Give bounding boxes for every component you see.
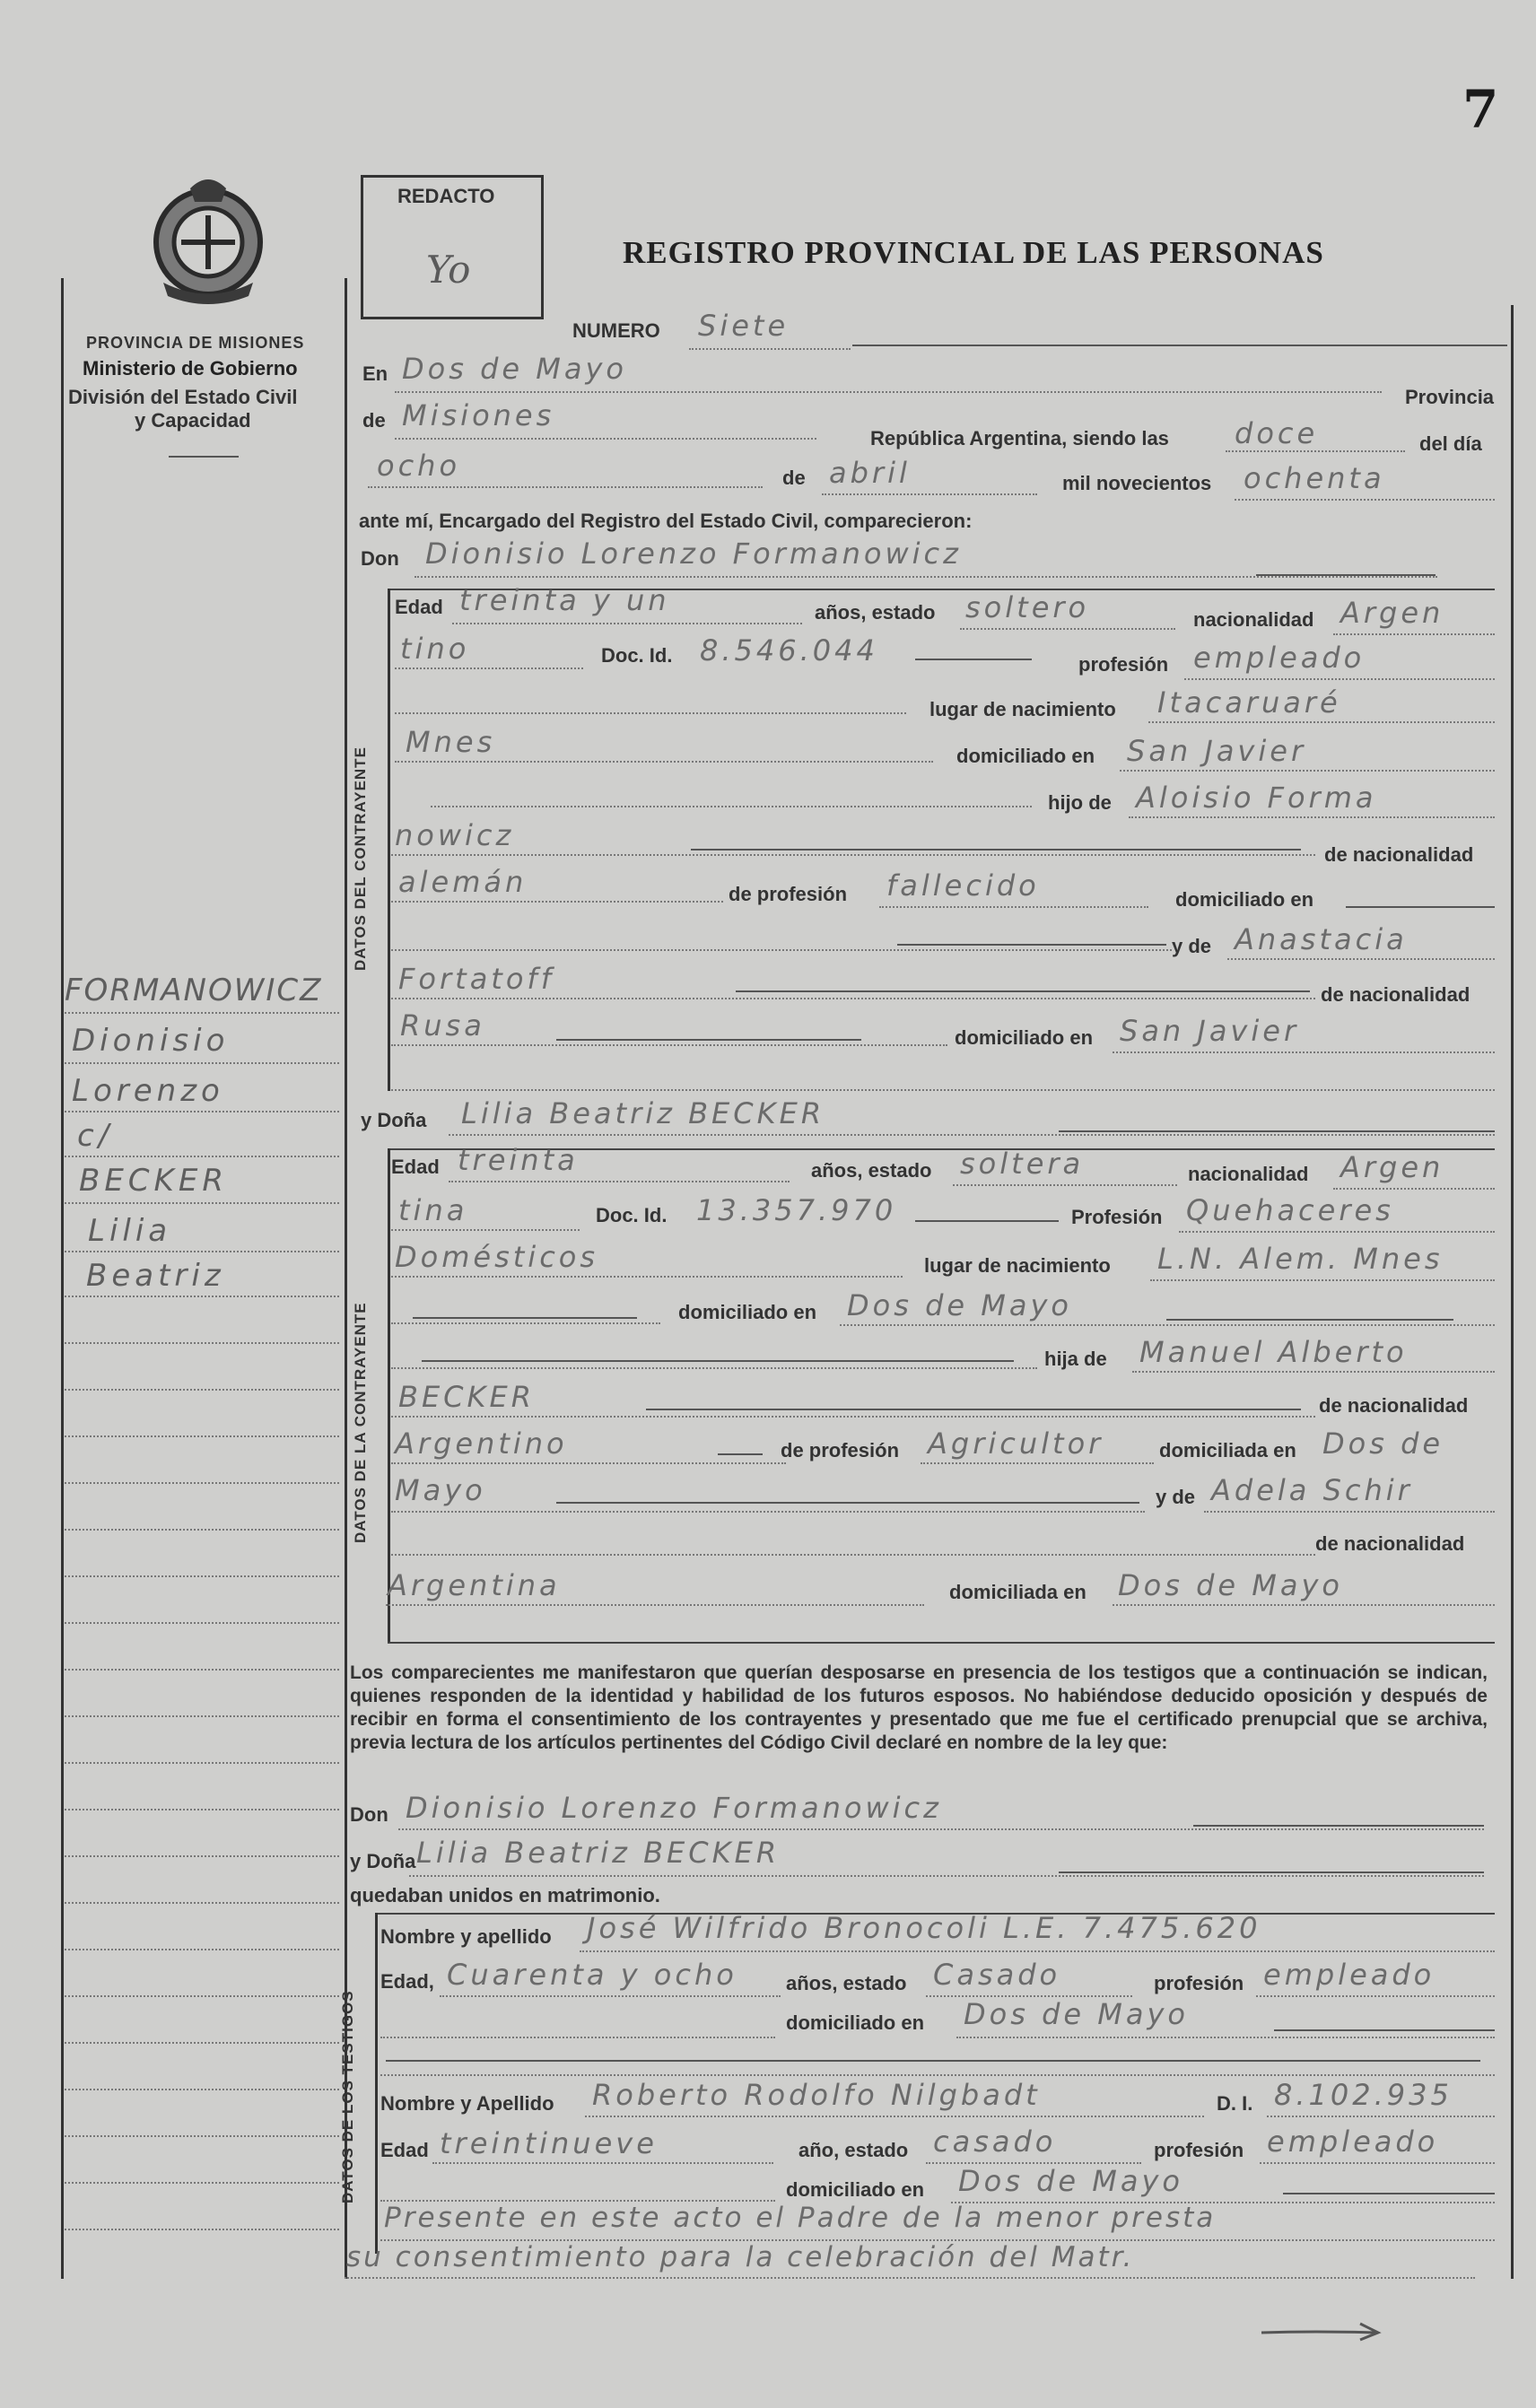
anio-value: ochenta <box>1244 461 1385 495</box>
mil-label: mil novecientos <box>1062 472 1212 494</box>
numero-value: Siete <box>698 309 790 343</box>
padre-domicilio-label: domiciliado en <box>1175 888 1314 911</box>
de-profesion-label: de profesión <box>729 883 848 905</box>
t1-profesion-label: profesión <box>1154 1972 1244 1994</box>
coat-of-arms-emblem <box>145 170 271 310</box>
doc-label-2: Doc. Id. <box>596 1204 668 1226</box>
dona-label: y Doña <box>361 1109 427 1131</box>
ante-text: ante mí, Encargado del Registro del Estado Civil, comparecieron: <box>359 510 973 532</box>
margin-note: c/ <box>77 1118 114 1154</box>
lugar-value: Dos de Mayo <box>402 352 627 386</box>
mes-value: abril <box>829 456 911 490</box>
dia-value: ocho <box>377 449 461 483</box>
contrayente-lugar-nac-1: Itacaruaré <box>1157 685 1341 720</box>
t2-nombre-label: Nombre y Apellido <box>380 2092 554 2115</box>
contrayenta-nombre: Lilia Beatriz BECKER <box>461 1096 825 1130</box>
republica-label: República Argentina, siendo las <box>870 427 1169 449</box>
continuation-arrow-icon <box>1260 2318 1385 2350</box>
margin-note: Dionisio <box>72 1023 230 1059</box>
don-label: Don <box>361 547 399 570</box>
contrayenta-nacionalidad-1: Argen <box>1340 1150 1444 1184</box>
edad-label: Edad <box>395 596 443 618</box>
contrayenta-doc: 13.357.970 <box>696 1193 897 1227</box>
contrayente-padre-2: nowicz <box>395 818 515 852</box>
dona-label-2: y Doña <box>350 1850 416 1872</box>
hija-label: hija de <box>1044 1348 1107 1370</box>
profesion-label: profesión <box>1078 653 1169 676</box>
contrayente-profesion: empleado <box>1193 641 1366 675</box>
testigo-2-doc: 8.102.935 <box>1274 2078 1453 2112</box>
contrayenta-madre-nacionalidad: Argentina <box>388 1568 561 1602</box>
provincia-label: Provincia <box>1405 386 1495 408</box>
anios-estado-label-2: años, estado <box>811 1159 932 1182</box>
hijo-label: hijo de <box>1048 791 1112 814</box>
testigo-2-edad: treintinueve <box>440 2126 658 2160</box>
testigo-2-domicilio: Dos de Mayo <box>958 2164 1183 2198</box>
margin-note: Beatriz <box>86 1258 225 1294</box>
padre-nacionalidad: alemán <box>398 865 528 899</box>
doc-label: Doc. Id. <box>601 644 673 667</box>
lugar-nac-label-2: lugar de nacimiento <box>924 1254 1111 1277</box>
contrayente-madre-1: Anastacia <box>1235 922 1408 956</box>
madre-nacionalidad-label-2: de nacionalidad <box>1315 1532 1465 1555</box>
del-dia-label: del día <box>1419 432 1482 455</box>
en-label: En <box>362 362 388 385</box>
contrayenta-domicilio: Dos de Mayo <box>847 1288 1072 1322</box>
contrayente-padre-1: Aloisio Forma <box>1136 781 1377 815</box>
domiciliado-label: domiciliado en <box>956 745 1095 767</box>
madre-domicilio-label: domiciliado en <box>955 1026 1094 1049</box>
de-nacionalidad-label-2: de nacionalidad <box>1319 1394 1469 1417</box>
margin-note: Lorenzo <box>72 1073 224 1109</box>
padre-profesion: fallecido <box>886 868 1040 903</box>
hora-value: doce <box>1235 416 1319 450</box>
de-nacionalidad-label: de nacionalidad <box>1324 843 1474 866</box>
testigo-1-profesion: empleado <box>1263 1958 1436 1992</box>
testigo-2-estado: casado <box>933 2124 1057 2159</box>
madre-domicilio: San Javier <box>1120 1014 1300 1048</box>
madre-nacionalidad: Rusa <box>400 1008 485 1043</box>
testigos-side-label: DATOS DE LOS TESTIGOS <box>339 1990 356 2203</box>
y-de-label: y de <box>1172 935 1212 957</box>
contrayente-lugar-nac-2: Mnes <box>406 725 496 759</box>
document-title: REGISTRO PROVINCIAL DE LAS PERSONAS <box>623 235 1324 270</box>
anios-estado-label: años, estado <box>815 601 936 624</box>
t1-estado-label: años, estado <box>786 1972 907 1994</box>
contrayenta-side-label: DATOS DE LA CONTRAYENTE <box>352 1302 369 1543</box>
de-label: de <box>362 409 386 432</box>
don-label-2: Don <box>350 1803 388 1826</box>
testigo-1-domicilio: Dos de Mayo <box>964 1997 1189 2031</box>
madre-domicilio-label-2: domiciliada en <box>949 1581 1087 1603</box>
contrayenta-edad: treinta <box>458 1143 579 1177</box>
division-label: División del Estado Civil <box>68 386 298 408</box>
t2-doc-label: D. I. <box>1217 2092 1253 2115</box>
contrayenta-padre-1: Manuel Alberto <box>1139 1335 1408 1369</box>
testigo-1-nombre: José Wilfrido Bronocoli L.E. 7.475.620 <box>587 1911 1261 1945</box>
nacionalidad-label: nacionalidad <box>1193 608 1314 631</box>
contrayenta-padre-domicilio-2: Mayo <box>395 1473 486 1507</box>
redacto-label: REDACTO <box>397 185 495 207</box>
y-de-label-2: y de <box>1156 1486 1196 1508</box>
testigo-1-estado: Casado <box>933 1958 1061 1992</box>
testigo-1-edad: Cuarenta y ocho <box>447 1958 737 1992</box>
madre-nacionalidad-label: de nacionalidad <box>1321 983 1471 1006</box>
contrayenta-padre-2: BECKER <box>398 1380 535 1414</box>
t1-domicilio-label: domiciliado en <box>786 2011 925 2034</box>
mes-de-label: de <box>782 467 806 489</box>
contrayente-nacionalidad-1: Argen <box>1340 596 1444 630</box>
margin-note: BECKER <box>79 1163 228 1199</box>
domiciliado-label-2: domiciliado en <box>678 1301 817 1323</box>
contrayente-estado: soltero <box>965 590 1090 624</box>
contrayenta-madre: Adela Schir <box>1211 1473 1413 1507</box>
testigo-2-profesion: empleado <box>1267 2124 1439 2159</box>
province-label: PROVINCIA DE MISIONES <box>86 334 305 352</box>
contrayenta-madre-domicilio: Dos de Mayo <box>1118 1568 1343 1602</box>
de-profesion-label-2: de profesión <box>781 1439 900 1461</box>
contrayente-nacionalidad-2: tino <box>400 632 470 666</box>
t1-edad-label: Edad, <box>380 1970 434 1993</box>
contrayenta-lugar-nac: L.N. Alem. Mnes <box>1157 1242 1444 1276</box>
margin-note: Lilia <box>88 1213 172 1249</box>
contrayente-madre-2: Fortatoff <box>398 962 554 996</box>
redacto-initials: Yo <box>426 248 471 292</box>
contrayente-edad: treinta y un <box>459 583 670 617</box>
edad-label-2: Edad <box>391 1156 440 1178</box>
contrayenta-profesion-2: Domésticos <box>395 1240 599 1274</box>
contrayente-nombre: Dionisio Lorenzo Formanowicz <box>425 537 962 571</box>
matrimonio-cierre: quedaban unidos en matrimonio. <box>350 1884 660 1906</box>
division-label-2: y Capacidad <box>135 409 251 432</box>
t2-edad-label: Edad <box>380 2139 429 2161</box>
contrayenta-nacionalidad-2: tina <box>398 1193 468 1227</box>
testigo-2-nombre: Roberto Rodolfo Nilgbadt <box>592 2078 1041 2112</box>
contrayente-side-label: DATOS DEL CONTRAYENTE <box>352 746 369 971</box>
t2-profesion-label: profesión <box>1154 2139 1244 2161</box>
declaration-paragraph: Los comparecientes me manifestaron que querían desposarse en presencia de los testigos que a continuación se indican, quienes responden de la identidad y habilidad de los futuros esposos. No habiéndose deducido oposición y después de recibir en forma el consentimiento de los contrayentes y presentado que me fue el certificado prenupcial que se archiva, previa lectura de los artículos pertinentes del Código Civil declaré en nombre de la ley que: <box>350 1662 1488 1753</box>
contrayenta-estado: soltera <box>960 1147 1085 1181</box>
esposa-nombre: Lilia Beatriz BECKER <box>416 1836 781 1870</box>
padre-domicilio-label-2: domiciliada en <box>1159 1439 1296 1461</box>
t2-estado-label: año, estado <box>799 2139 909 2161</box>
redacto-box <box>361 175 544 319</box>
contrayenta-padre-profesion: Agricultor <box>928 1426 1104 1461</box>
contrayente-doc: 8.546.044 <box>700 633 878 667</box>
page-number: 7 <box>1462 79 1499 140</box>
t2-domicilio-label: domiciliado en <box>786 2178 925 2201</box>
nota-linea-2: su consentimiento para la celebración del Matr. <box>346 2241 1135 2273</box>
t1-nombre-label: Nombre y apellido <box>380 1925 552 1948</box>
profesion-label-2: Profesión <box>1071 1206 1163 1228</box>
esposo-nombre: Dionisio Lorenzo Formanowicz <box>406 1791 942 1825</box>
nacionalidad-label-2: nacionalidad <box>1188 1163 1309 1185</box>
contrayenta-padre-domicilio-1: Dos de <box>1322 1426 1444 1461</box>
contrayente-domicilio: San Javier <box>1127 734 1307 768</box>
contrayenta-padre-nacionalidad: Argentino <box>395 1426 568 1461</box>
nota-linea-1: Presente en este acto el Padre de la menor presta <box>384 2202 1217 2234</box>
provincia-value: Misiones <box>402 398 555 432</box>
margin-note: FORMANOWICZ <box>65 973 323 1008</box>
ministry-label: Ministerio de Gobierno <box>83 357 298 380</box>
lugar-nac-label: lugar de nacimiento <box>929 698 1116 720</box>
numero-label: NUMERO <box>572 319 660 342</box>
contrayenta-profesion-1: Quehaceres <box>1186 1193 1394 1227</box>
